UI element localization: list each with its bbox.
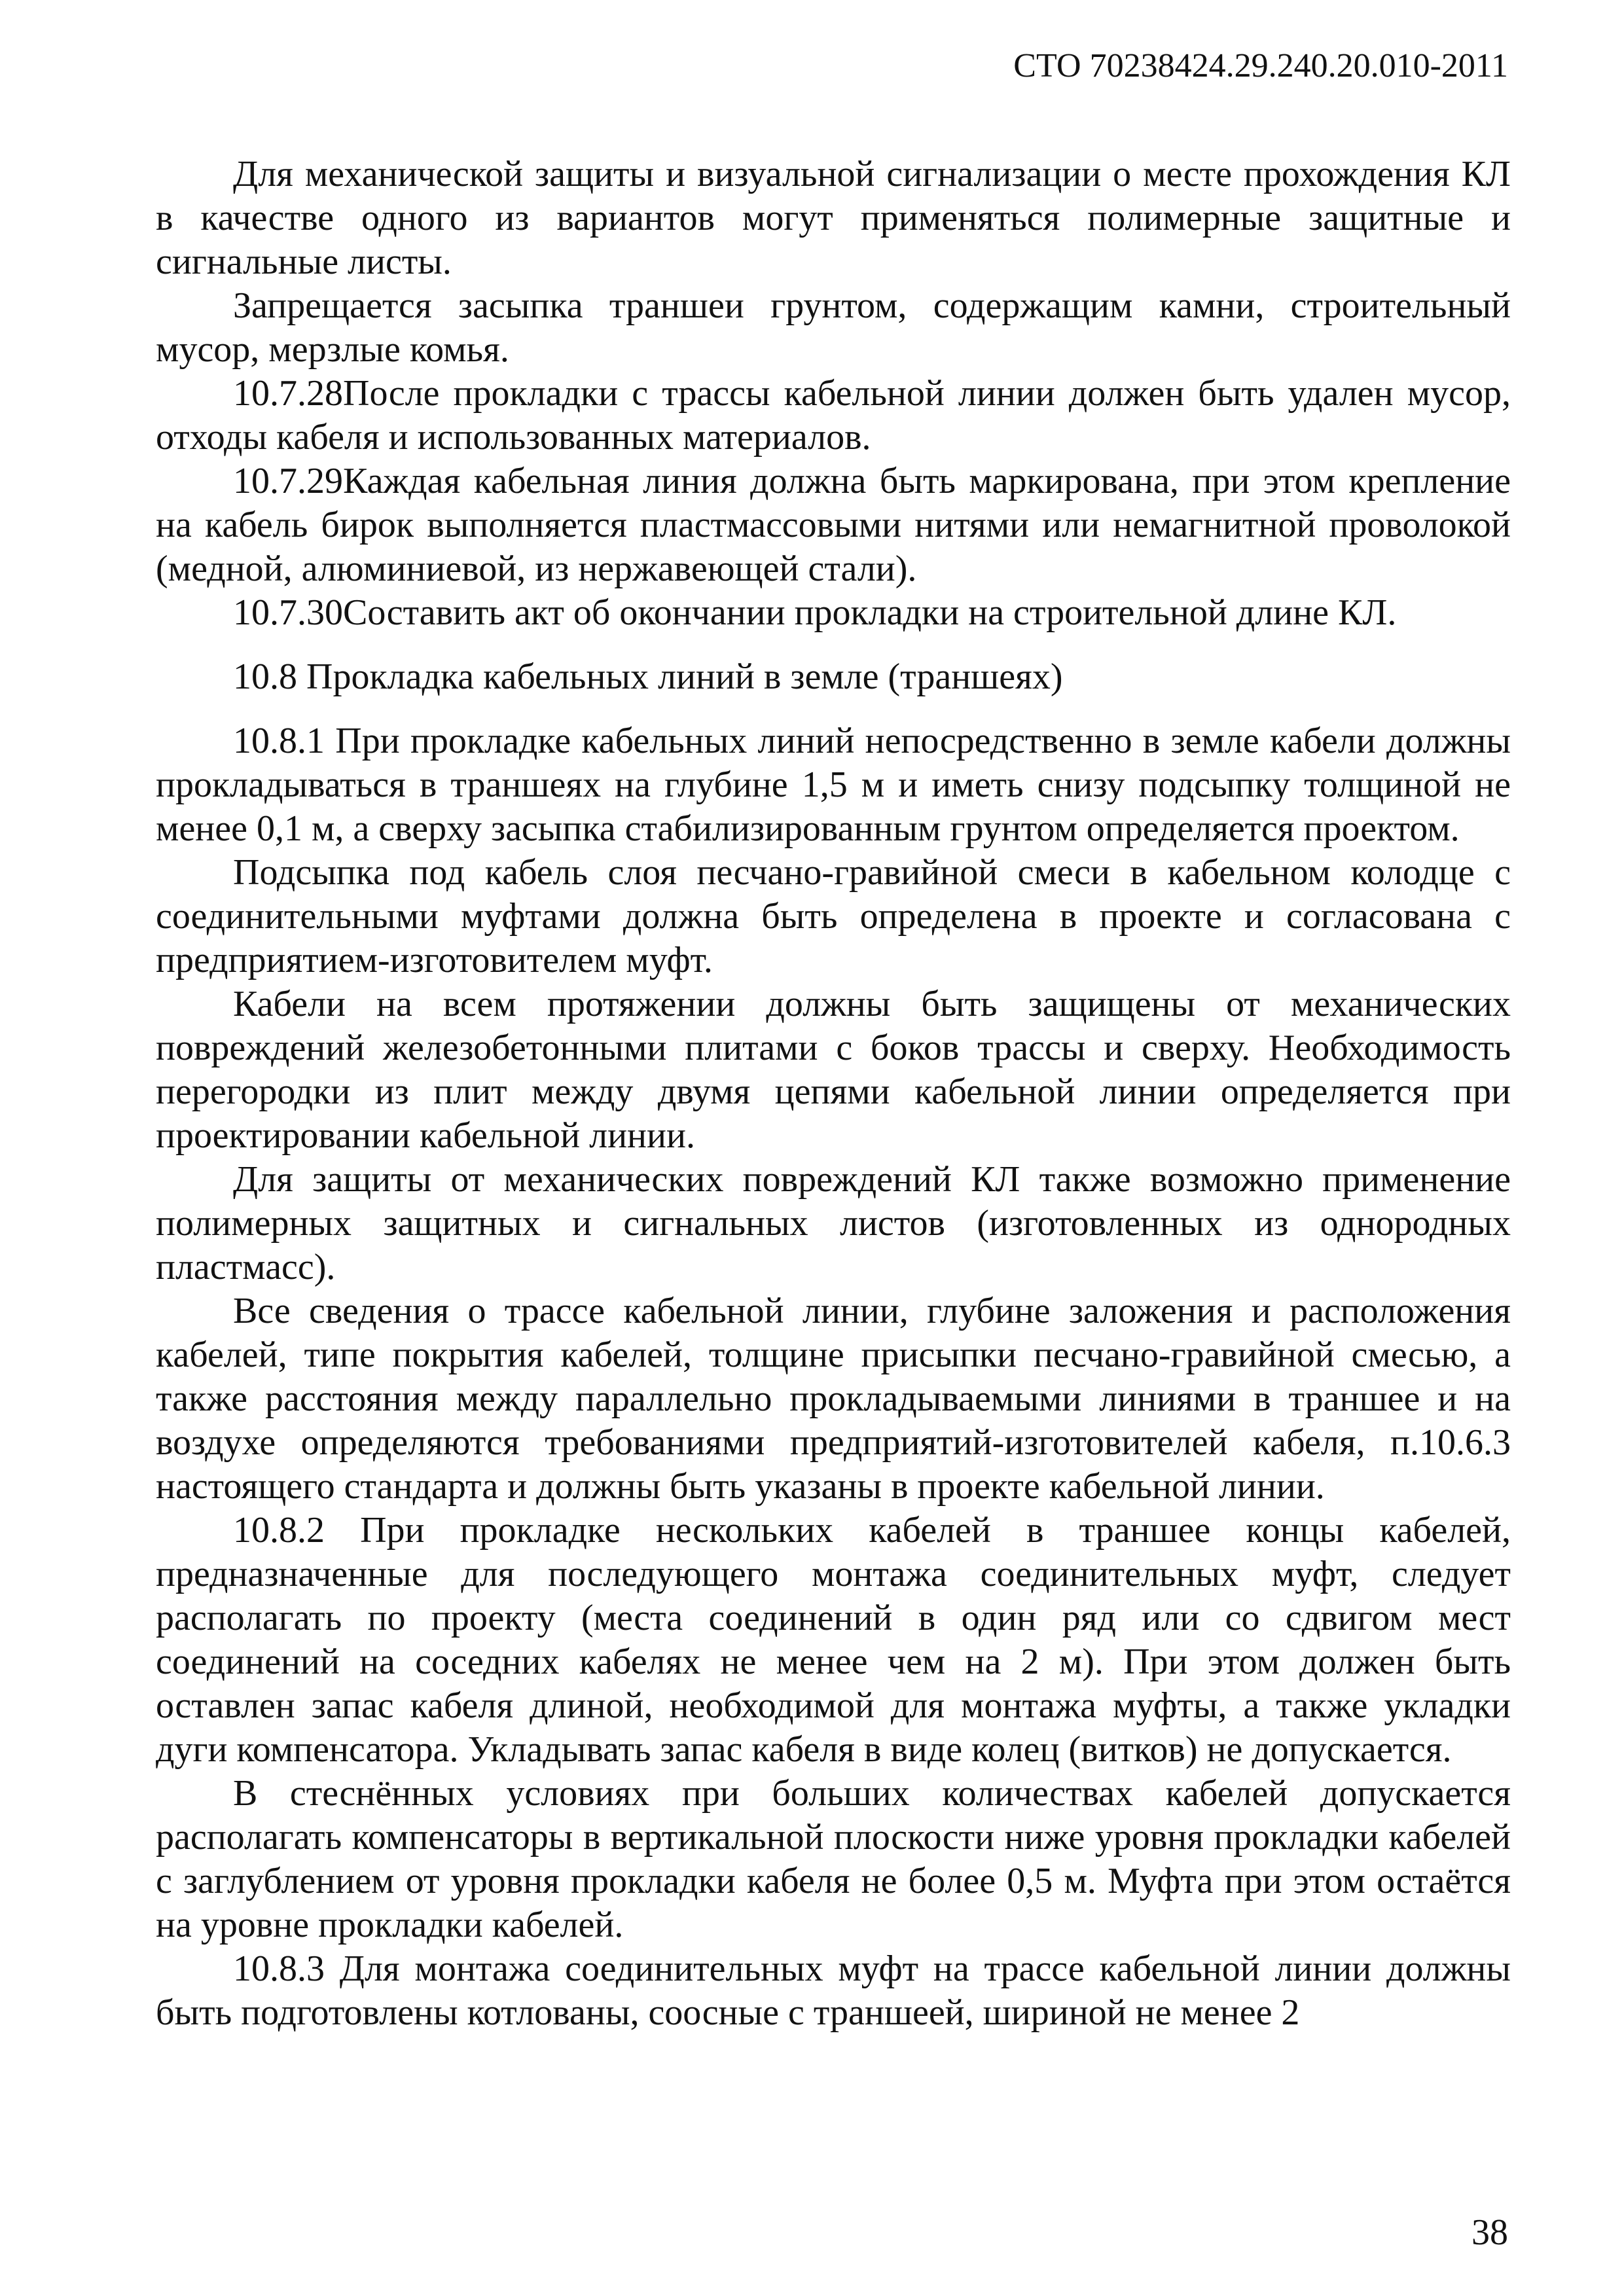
paragraph-backfill-prohibition: Запрещается засыпка траншеи грунтом, содержащим камни, строительный мусор, мерзлые комья. [156, 285, 1511, 370]
page-body [156, 152, 1511, 2035]
page-number: 38 [1471, 2212, 1508, 2253]
paragraph-concrete-slab-protection: Кабели на всем протяжении должны быть защищены от механических повреждений железобетонными плитами с боков трассы и сверху. Необходимость перегородки из плит между двумя цепями кабельной линии определяется при проектировании кабельной линии. [156, 984, 1511, 1156]
paragraph-10-8-1: 10.8.1 При прокладке кабельных линий непосредственно в земле кабели должны прокладываться в траншеях на глубине 1,5 м и иметь снизу подсыпку толщиной не менее 0,1 м, а сверху засыпка стабилизированным грунтом определяется проектом. [156, 721, 1511, 849]
paragraph-10-7-29: 10.7.29Каждая кабельная линия должна быть маркирована, при этом крепление на кабель бирок выполняется пластмассовыми нитями или немагнитной проволокой (медной, алюминиевой, из нержавеющей стали). [156, 461, 1511, 589]
paragraph-10-7-28: 10.7.28После прокладки с трассы кабельной линии должен быть удален мусор, отходы кабеля и использованных материалов. [156, 373, 1511, 457]
paragraph-10-8-3: 10.8.3 Для монтажа соединительных муфт на трассе кабельной линии должны быть подготовлены котлованы, соосные с траншеей, шириной не менее 2 [156, 1948, 1511, 2033]
section-heading-10-8: 10.8 Прокладка кабельных линий в земле (траншеях) [233, 656, 1063, 697]
paragraph-polymer-sheets: Для защиты от механических повреждений КЛ также возможно применение полимерных защитных и сигнальных листов (изготовленных из однородных пластмасс). [156, 1159, 1511, 1287]
paragraph-10-8-2: 10.8.2 При прокладке нескольких кабелей в траншее концы кабелей, предназначенные для последующего монтажа соединительных муфт, следует располагать по проекту (места соединений в один ряд или со сдвигом мест соединений на соседних кабелях не менее чем на 2 м). При этом должен быть оставлен запас кабеля длиной, необходимой для монтажа муфты, а также укладки дуги компенсатора. Укладывать запас кабеля в виде колец (витков) не допускается. [156, 1510, 1511, 1770]
paragraph-bedding-in-manhole: Подсыпка под кабель слоя песчано-гравийной смеси в кабельном колодце с соединительными муфтами должна быть определена в проекте и согласована с предприятием-изготовителем муфт. [156, 852, 1511, 980]
paragraph-protection-sheets: Для механической защиты и визуальной сигнализации о месте прохождения КЛ в качестве одного из вариантов могут применяться полимерные защитные и сигнальные листы. [156, 154, 1511, 282]
paragraph-10-7-30: 10.7.30Составить акт об окончании прокладки на строительной длине КЛ. [233, 592, 1397, 633]
document-code-header: СТО 70238424.29.240.20.010-2011 [1013, 47, 1508, 84]
paragraph-confined-conditions: В стеснённых условиях при больших количествах кабелей допускается располагать компенсаторы в вертикальной плоскости ниже уровня прокладки кабелей с заглублением от уровня прокладки кабеля не более 0,5 м. Муфта при этом остаётся на уровне прокладки кабелей. [156, 1773, 1511, 1945]
paragraph-route-information: Все сведения о трассе кабельной линии, глубине заложения и расположения кабелей, типе покрытия кабелей, толщине присыпки песчано-гравийной смесью, а также расстояния между параллельно прокладываемыми линиями в траншее и на воздухе определяются требованиями предприятий-изготовителей кабеля, п.10.6.3 настоящего стандарта и должны быть указаны в проекте кабельной линии. [156, 1291, 1511, 1507]
